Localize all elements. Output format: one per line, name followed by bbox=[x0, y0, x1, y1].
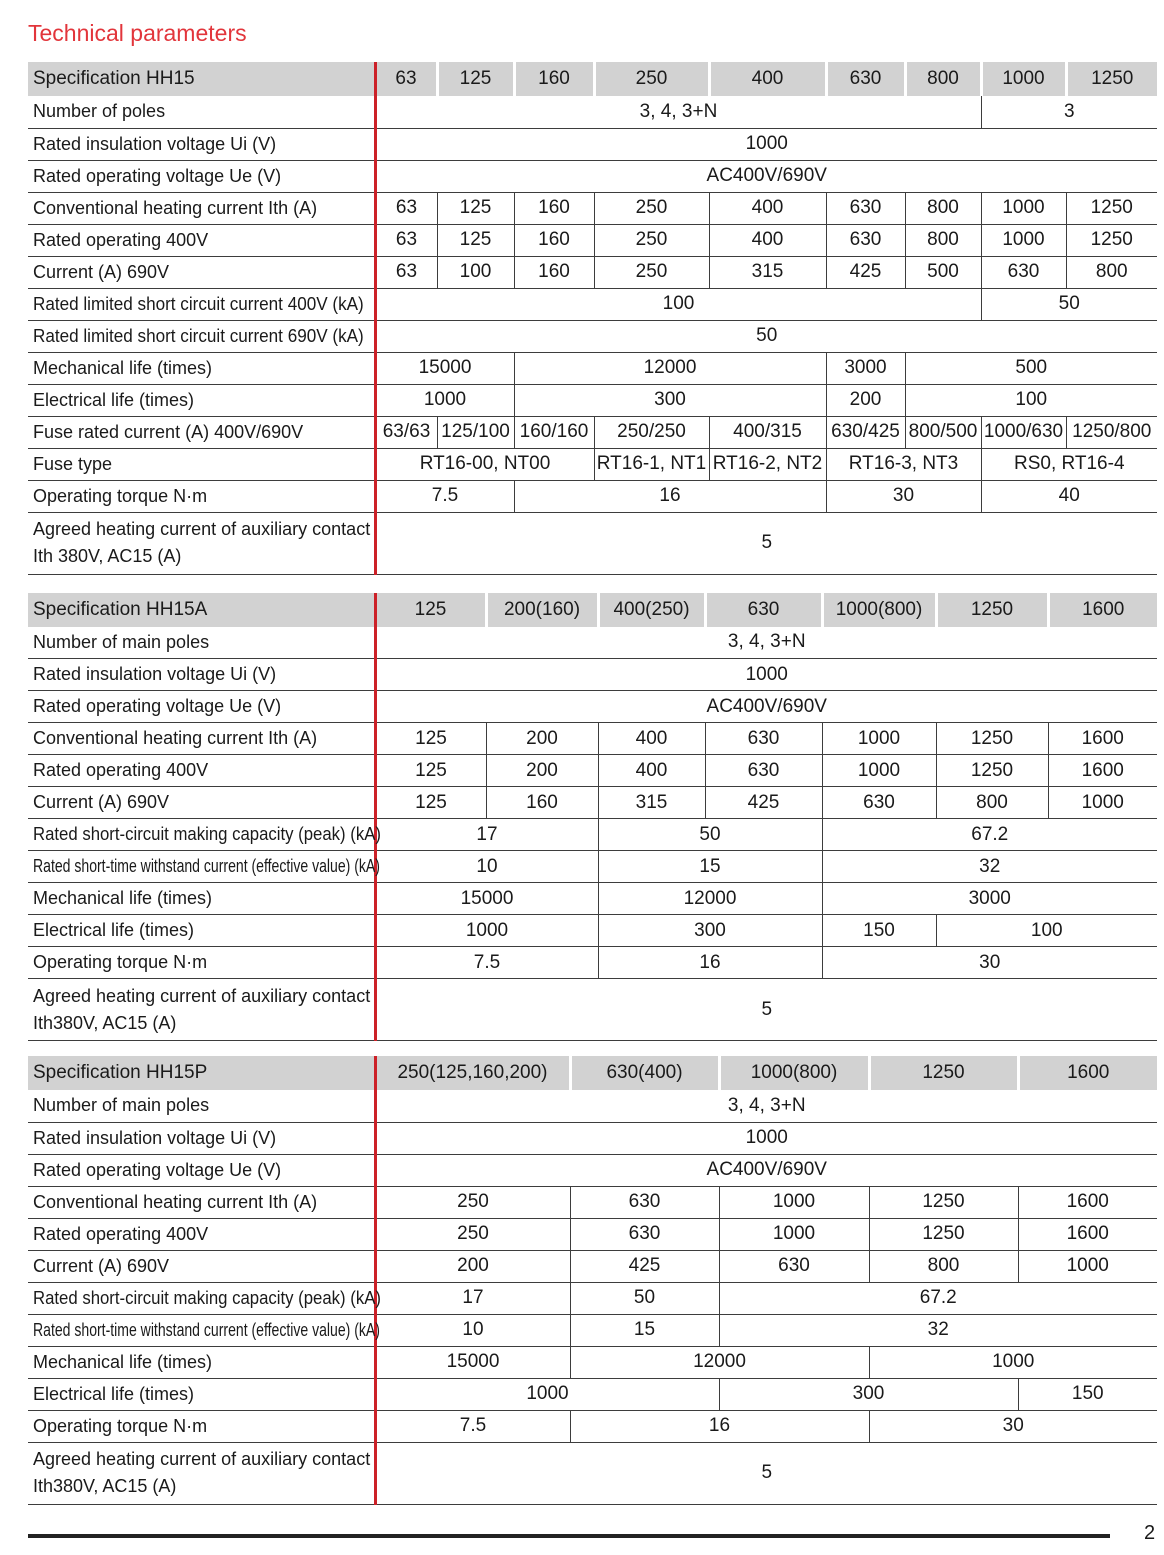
spec-table-hh15 bbox=[28, 62, 1157, 575]
table-row bbox=[28, 1314, 1157, 1346]
table-row bbox=[28, 224, 1157, 256]
table-row bbox=[28, 755, 1157, 787]
table-row bbox=[28, 320, 1157, 352]
value-cell: 250 bbox=[594, 192, 709, 224]
value-cell: 630 bbox=[822, 787, 936, 819]
value-cell: 7.5 bbox=[473, 951, 501, 973]
header-row bbox=[28, 1056, 1157, 1090]
value-cell: 15000 bbox=[418, 357, 472, 378]
table-row bbox=[28, 416, 1157, 448]
value-cell: 63 bbox=[395, 197, 418, 218]
row-label-text: Rated operating voltage Ue (V) bbox=[33, 1159, 282, 1180]
value-cell: 15 bbox=[570, 1314, 719, 1346]
value-cell: 67.2 bbox=[822, 819, 1157, 851]
value-cell: 500 bbox=[905, 352, 1157, 384]
value-cell: 50 bbox=[598, 819, 822, 851]
table-row bbox=[28, 1218, 1157, 1250]
value-cell: 12000 bbox=[514, 352, 826, 384]
table-row bbox=[28, 1154, 1157, 1186]
row-label-text: Rated short-circuit making capacity (peak) (kA) bbox=[33, 1287, 381, 1308]
value-cell: 1000 bbox=[465, 919, 509, 941]
value-cell: 3, 4, 3+N bbox=[727, 1094, 806, 1116]
value-cell: 1000/630 bbox=[981, 416, 1066, 448]
row-label-text: Rated operating voltage Ue (V) bbox=[33, 696, 282, 716]
value-cell: RT16-2, NT2 bbox=[709, 448, 826, 480]
value-cell: 315 bbox=[598, 787, 705, 819]
row-label-text: Electrical life (times) bbox=[33, 389, 195, 410]
row-label bbox=[28, 947, 375, 979]
value-cell: 400 bbox=[709, 192, 826, 224]
row-label-text: Rated short-time withstand current (effective value) (kA) bbox=[33, 856, 380, 876]
row-label-text: Conventional heating current Ith (A) bbox=[33, 1191, 318, 1212]
column-header: 200(160) bbox=[486, 593, 598, 627]
value-cell: 800 bbox=[869, 1250, 1018, 1282]
column-header: 1000 bbox=[981, 62, 1066, 96]
value-cell: 300 bbox=[719, 1378, 1018, 1410]
value-cell: 7.5 bbox=[431, 485, 459, 506]
value-cell: 100 bbox=[936, 915, 1157, 947]
row-label bbox=[28, 819, 381, 851]
table-row bbox=[28, 1378, 1157, 1410]
value-cell: 50 bbox=[570, 1282, 719, 1314]
row-label bbox=[28, 1186, 375, 1218]
table-spec-label: Specification HH15 bbox=[28, 62, 375, 96]
value-cell: 1600 bbox=[1048, 755, 1157, 787]
value-cell: 5 bbox=[761, 1462, 773, 1483]
table-row bbox=[28, 1090, 1157, 1122]
row-label bbox=[28, 192, 375, 224]
row-label-text: Agreed heating current of auxiliary contact Ith380V, AC15 (A) bbox=[33, 1449, 371, 1496]
row-label bbox=[28, 448, 375, 480]
row-label bbox=[28, 512, 375, 574]
row-label bbox=[28, 915, 375, 947]
row-label bbox=[28, 723, 375, 755]
row-label-text: Rated short-circuit making capacity (peak) (kA) bbox=[33, 824, 381, 844]
row-label bbox=[28, 883, 375, 915]
row-label-text: Agreed heating current of auxiliary contact Ith380V, AC15 (A) bbox=[33, 985, 371, 1033]
row-label-text: Fuse type bbox=[33, 453, 113, 474]
table-row bbox=[28, 1410, 1157, 1442]
value-cell: 17 bbox=[476, 823, 498, 845]
table-row bbox=[28, 160, 1157, 192]
page-title: Technical parameters bbox=[28, 20, 247, 46]
row-label-text: Electrical life (times) bbox=[33, 1383, 195, 1404]
table-row bbox=[28, 256, 1157, 288]
column-header: 125 bbox=[375, 593, 486, 627]
row-label bbox=[28, 320, 375, 352]
value-cell: RS0, RT16-4 bbox=[981, 448, 1157, 480]
value-cell: 160 bbox=[514, 256, 594, 288]
table-row bbox=[28, 1250, 1157, 1282]
row-label-text: Electrical life (times) bbox=[33, 920, 195, 940]
value-cell: 1250/800 bbox=[1066, 416, 1157, 448]
row-label bbox=[28, 352, 375, 384]
value-cell: 1000 bbox=[1048, 787, 1157, 819]
value-cell: 63/63 bbox=[382, 421, 431, 442]
row-label-text: Current (A) 690V bbox=[33, 792, 170, 812]
row-label bbox=[28, 1282, 381, 1314]
value-cell: 1600 bbox=[1018, 1218, 1157, 1250]
column-header: 800 bbox=[905, 62, 981, 96]
column-header: 125 bbox=[437, 62, 514, 96]
value-cell: 3000 bbox=[826, 352, 905, 384]
row-label-text: Operating torque N·m bbox=[33, 1415, 208, 1436]
value-cell: 800 bbox=[1066, 256, 1157, 288]
value-cell: 200 bbox=[826, 384, 905, 416]
table-row bbox=[28, 128, 1157, 160]
value-cell: 5 bbox=[761, 532, 773, 553]
spec-table-hh15a bbox=[28, 593, 1157, 1042]
value-cell: 200 bbox=[486, 755, 598, 787]
row-label-text: Rated short-time withstand current (effective value) (kA) bbox=[33, 1319, 380, 1340]
value-cell: 1250 bbox=[869, 1186, 1018, 1218]
value-cell: 1250 bbox=[936, 755, 1048, 787]
value-cell: 400 bbox=[598, 723, 705, 755]
value-cell: 630/425 bbox=[826, 416, 905, 448]
table-row bbox=[28, 288, 1157, 320]
table-row bbox=[28, 627, 1157, 659]
row-label-text: Operating torque N·m bbox=[33, 485, 208, 506]
row-label-text: Conventional heating current Ith (A) bbox=[33, 197, 318, 218]
row-label bbox=[28, 96, 375, 128]
value-cell: RT16-3, NT3 bbox=[826, 448, 981, 480]
value-cell: 425 bbox=[826, 256, 905, 288]
table-row bbox=[28, 787, 1157, 819]
column-header: 1250 bbox=[936, 593, 1048, 627]
value-cell: 630 bbox=[705, 755, 822, 787]
row-label-text: Operating torque N·m bbox=[33, 952, 208, 972]
value-cell: 160 bbox=[514, 224, 594, 256]
value-cell: RT16-1, NT1 bbox=[594, 448, 709, 480]
table-row bbox=[28, 691, 1157, 723]
value-cell: AC400V/690V bbox=[706, 1159, 827, 1180]
value-cell: 1000 bbox=[1018, 1250, 1157, 1282]
value-cell: 300 bbox=[598, 915, 822, 947]
table-row bbox=[28, 979, 1157, 1041]
column-header: 63 bbox=[375, 62, 437, 96]
table-row bbox=[28, 1346, 1157, 1378]
value-cell: 5 bbox=[761, 998, 773, 1020]
table-row bbox=[28, 384, 1157, 416]
row-label bbox=[28, 1314, 380, 1346]
value-cell: RT16-00, NT00 bbox=[419, 453, 551, 474]
value-cell: 100 bbox=[905, 384, 1157, 416]
value-cell: 3, 4, 3+N bbox=[639, 100, 718, 122]
column-header: 630 bbox=[826, 62, 905, 96]
value-cell: 630 bbox=[981, 256, 1066, 288]
row-label-text: Rated insulation voltage Ui (V) bbox=[33, 133, 277, 154]
value-cell: 425 bbox=[570, 1250, 719, 1282]
column-header: 250 bbox=[594, 62, 709, 96]
row-label-text: Current (A) 690V bbox=[33, 1255, 170, 1276]
value-cell: 1000 bbox=[822, 755, 936, 787]
value-cell: 125 bbox=[415, 791, 447, 813]
value-cell: 150 bbox=[822, 915, 936, 947]
table-row bbox=[28, 448, 1157, 480]
value-cell: 160 bbox=[514, 192, 594, 224]
row-label bbox=[28, 755, 375, 787]
row-label-text: Rated limited short circuit current 690V (kA) bbox=[33, 325, 364, 346]
row-label bbox=[28, 1410, 375, 1442]
value-cell: 1000 bbox=[745, 133, 788, 154]
value-cell: AC400V/690V bbox=[706, 165, 827, 186]
column-header: 400 bbox=[709, 62, 826, 96]
row-label-text: Mechanical life (times) bbox=[33, 357, 213, 378]
value-cell: 125 bbox=[437, 224, 514, 256]
row-label bbox=[28, 1122, 375, 1154]
value-cell: 250 bbox=[457, 1223, 489, 1244]
value-cell: 800 bbox=[936, 787, 1048, 819]
value-cell: 125 bbox=[415, 727, 447, 749]
value-cell: 15000 bbox=[460, 887, 514, 909]
value-cell: 1000 bbox=[526, 1383, 569, 1404]
value-cell: 630 bbox=[570, 1186, 719, 1218]
row-label-text: Number of poles bbox=[33, 101, 166, 122]
value-cell: 125 bbox=[437, 192, 514, 224]
row-label-text: Rated operating 400V bbox=[33, 760, 209, 780]
value-cell: 630 bbox=[826, 192, 905, 224]
value-cell: 630 bbox=[570, 1218, 719, 1250]
value-cell: 630 bbox=[826, 224, 905, 256]
value-cell: 800/500 bbox=[905, 416, 981, 448]
value-cell: 1000 bbox=[822, 723, 936, 755]
table-row bbox=[28, 851, 1157, 883]
value-cell: 800 bbox=[905, 224, 981, 256]
row-label-text: Agreed heating current of auxiliary contact Ith 380V, AC15 (A) bbox=[33, 519, 371, 566]
row-label bbox=[28, 1378, 375, 1410]
value-cell: 7.5 bbox=[459, 1415, 487, 1436]
row-label bbox=[28, 627, 375, 659]
header-row bbox=[28, 62, 1157, 96]
column-header: 630 bbox=[705, 593, 822, 627]
row-label bbox=[28, 1090, 375, 1122]
value-cell: 15000 bbox=[446, 1351, 500, 1372]
value-cell: 160/160 bbox=[514, 416, 594, 448]
value-cell: 1000 bbox=[981, 224, 1066, 256]
table-spec-label: Specification HH15P bbox=[28, 1056, 375, 1090]
row-label bbox=[28, 1250, 375, 1282]
value-cell: 150 bbox=[1018, 1378, 1157, 1410]
column-header: 400(250) bbox=[598, 593, 705, 627]
row-label bbox=[28, 1218, 375, 1250]
page-number: 2 bbox=[1144, 1522, 1156, 1544]
table-row bbox=[28, 192, 1157, 224]
row-label-text: Rated limited short circuit current 400V (kA) bbox=[33, 293, 364, 314]
value-cell: 800 bbox=[905, 192, 981, 224]
table-row bbox=[28, 352, 1157, 384]
row-label bbox=[28, 224, 375, 256]
row-label bbox=[28, 160, 375, 192]
row-label-text: Rated operating 400V bbox=[33, 229, 209, 250]
row-label bbox=[28, 416, 375, 448]
value-cell: 1000 bbox=[869, 1346, 1157, 1378]
value-cell: 200 bbox=[486, 723, 598, 755]
value-cell: 630 bbox=[705, 723, 822, 755]
value-cell: 16 bbox=[570, 1410, 869, 1442]
value-cell: 16 bbox=[598, 947, 822, 979]
value-cell: 300 bbox=[514, 384, 826, 416]
row-label-text: Rated operating 400V bbox=[33, 1223, 209, 1244]
column-header: 1000(800) bbox=[822, 593, 936, 627]
value-cell: 12000 bbox=[598, 883, 822, 915]
value-cell: 250 bbox=[594, 256, 709, 288]
value-cell: 63 bbox=[395, 229, 418, 250]
value-cell: 1000 bbox=[423, 389, 467, 410]
row-label bbox=[28, 384, 375, 416]
column-header: 1000(800) bbox=[719, 1056, 869, 1090]
value-cell: 1250 bbox=[936, 723, 1048, 755]
value-cell: 1250 bbox=[1066, 224, 1157, 256]
row-label bbox=[28, 1154, 375, 1186]
value-cell: 50 bbox=[756, 325, 778, 346]
value-cell: 125/100 bbox=[437, 416, 514, 448]
value-cell: 400/315 bbox=[709, 416, 826, 448]
header-row bbox=[28, 593, 1157, 627]
value-cell: 1000 bbox=[745, 1127, 788, 1148]
table-row bbox=[28, 480, 1157, 512]
value-cell: 32 bbox=[822, 851, 1157, 883]
value-cell: 250 bbox=[457, 1191, 489, 1212]
table-row bbox=[28, 1282, 1157, 1314]
spec-tables-container bbox=[28, 62, 1164, 1505]
table-row bbox=[28, 512, 1157, 574]
value-cell: 425 bbox=[705, 787, 822, 819]
value-cell: 250/250 bbox=[594, 416, 709, 448]
value-cell: 500 bbox=[905, 256, 981, 288]
value-cell: 3, 4, 3+N bbox=[727, 631, 806, 653]
value-cell: 1000 bbox=[981, 192, 1066, 224]
value-cell: 3 bbox=[981, 96, 1157, 128]
value-cell: 160 bbox=[486, 787, 598, 819]
column-header: 250(125,160,200) bbox=[375, 1056, 570, 1090]
row-label bbox=[28, 1442, 375, 1504]
row-label bbox=[28, 480, 375, 512]
table-row bbox=[28, 1442, 1157, 1504]
table-row bbox=[28, 659, 1157, 691]
table-row bbox=[28, 947, 1157, 979]
value-cell: 3000 bbox=[822, 883, 1157, 915]
value-cell: 67.2 bbox=[719, 1282, 1157, 1314]
column-header: 1600 bbox=[1018, 1056, 1157, 1090]
table-row bbox=[28, 96, 1157, 128]
row-label-text: Rated insulation voltage Ui (V) bbox=[33, 664, 277, 684]
value-cell: 30 bbox=[826, 480, 981, 512]
value-cell: 12000 bbox=[570, 1346, 869, 1378]
value-cell: 30 bbox=[822, 947, 1157, 979]
column-header: 1600 bbox=[1048, 593, 1157, 627]
column-header: 1250 bbox=[1066, 62, 1157, 96]
row-label bbox=[28, 851, 380, 883]
value-cell: 1250 bbox=[869, 1218, 1018, 1250]
value-cell: 200 bbox=[457, 1255, 489, 1276]
row-label bbox=[28, 128, 375, 160]
row-label-text: Rated operating voltage Ue (V) bbox=[33, 165, 282, 186]
row-label-text: Number of main poles bbox=[33, 631, 210, 652]
value-cell: 16 bbox=[514, 480, 826, 512]
row-label bbox=[28, 691, 375, 723]
table-spec-label: Specification HH15A bbox=[28, 593, 375, 627]
column-header: 630(400) bbox=[570, 1056, 719, 1090]
row-label bbox=[28, 979, 375, 1041]
value-cell: 50 bbox=[981, 288, 1157, 320]
column-header: 160 bbox=[514, 62, 594, 96]
value-cell: 400 bbox=[598, 755, 705, 787]
value-cell: AC400V/690V bbox=[706, 695, 827, 717]
value-cell: 10 bbox=[462, 1319, 484, 1340]
spec-table-hh15p bbox=[28, 1056, 1157, 1505]
value-cell: 1250 bbox=[1066, 192, 1157, 224]
row-label-text: Fuse rated current (A) 400V/690V bbox=[33, 421, 304, 442]
column-header: 1250 bbox=[869, 1056, 1018, 1090]
table-row bbox=[28, 819, 1157, 851]
row-label-text: Number of main poles bbox=[33, 1095, 210, 1116]
value-cell: 1000 bbox=[719, 1186, 869, 1218]
value-cell: 63 bbox=[395, 261, 418, 282]
row-label bbox=[28, 787, 375, 819]
row-label-text: Conventional heating current Ith (A) bbox=[33, 728, 318, 748]
value-cell: 17 bbox=[462, 1287, 484, 1308]
value-cell: 1600 bbox=[1018, 1186, 1157, 1218]
row-label-text: Mechanical life (times) bbox=[33, 888, 213, 908]
table-row bbox=[28, 915, 1157, 947]
row-label bbox=[28, 288, 375, 320]
value-cell: 32 bbox=[719, 1314, 1157, 1346]
row-label-text: Rated insulation voltage Ui (V) bbox=[33, 1127, 277, 1148]
value-cell: 400 bbox=[709, 224, 826, 256]
table-row bbox=[28, 883, 1157, 915]
value-cell: 1000 bbox=[719, 1218, 869, 1250]
row-label-text: Mechanical life (times) bbox=[33, 1351, 213, 1372]
value-cell: 250 bbox=[594, 224, 709, 256]
value-cell: 100 bbox=[662, 293, 695, 314]
value-cell: 125 bbox=[415, 759, 447, 781]
value-cell: 40 bbox=[981, 480, 1157, 512]
row-label bbox=[28, 256, 375, 288]
row-label bbox=[28, 659, 375, 691]
value-cell: 100 bbox=[437, 256, 514, 288]
value-cell: 1600 bbox=[1048, 723, 1157, 755]
table-row bbox=[28, 1122, 1157, 1154]
value-cell: 630 bbox=[719, 1250, 869, 1282]
row-label bbox=[28, 1346, 375, 1378]
row-label-text: Current (A) 690V bbox=[33, 261, 170, 282]
table-row bbox=[28, 723, 1157, 755]
value-cell: 1000 bbox=[745, 663, 788, 685]
value-cell: 315 bbox=[709, 256, 826, 288]
value-cell: 15 bbox=[598, 851, 822, 883]
table-row bbox=[28, 1186, 1157, 1218]
value-cell: 30 bbox=[869, 1410, 1157, 1442]
value-cell: 10 bbox=[476, 855, 498, 877]
